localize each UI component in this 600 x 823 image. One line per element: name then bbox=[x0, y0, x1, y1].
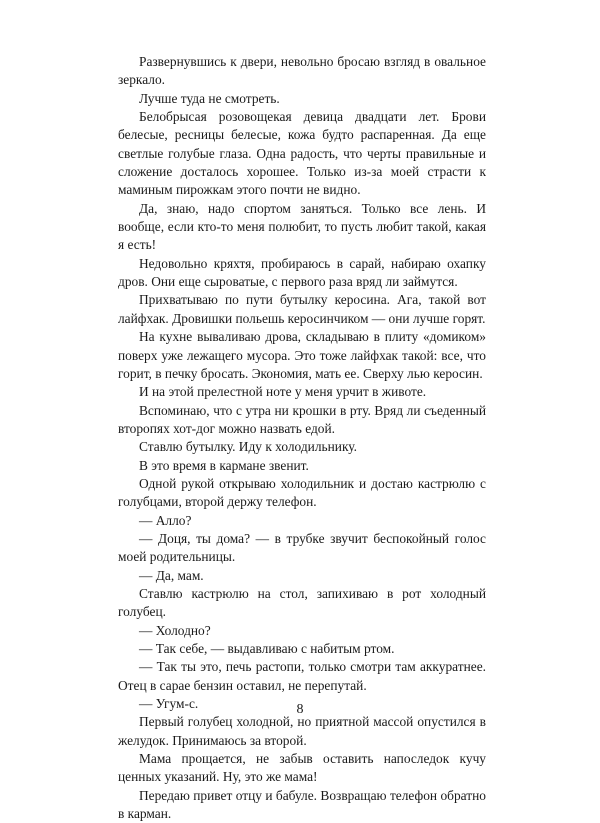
paragraph: Одной рукой открываю холодильник и достаю кастрюлю с голубцами, второй держу телефон. bbox=[118, 475, 486, 510]
paragraph: Да, знаю, надо спортом заняться. Только все лень. И вообще, если кто-то меня полюбит, то пусть любит такой, какая я есть! bbox=[118, 200, 486, 253]
dialogue-line: — Угум-с. bbox=[139, 696, 199, 712]
paragraph: На кухне вываливаю дрова, складываю в плиту «домиком» поверх уже лежащего мусора. Это тоже лайфхак такой: все, что горит, в печку бросать. Экономия, мать ее. Сверху лью керосин. bbox=[118, 329, 486, 381]
paragraph: Ставлю кастрюлю на стол, запихиваю в рот холодный голубец. bbox=[118, 585, 486, 620]
paragraph: Передаю привет отцу и бабуле. Возвращаю телефон обратно в карман. bbox=[118, 787, 486, 822]
dialogue-line: — Так ты это, печь растопи, только смотри там аккуратнее. Отец в сарае бензин оставил, не перепутай. bbox=[118, 659, 486, 693]
dialogue-line: — Так себе, — выдавливаю с набитым ртом. bbox=[139, 641, 395, 656]
paragraph: Вспоминаю, что с утра ни крошки в рту. Вряд ли съеденный второпях хот-дог можно назвать едой. bbox=[118, 402, 486, 436]
paragraph: Недовольно кряхтя, пробираюсь в сарай, набираю охапку дров. Они еще сыроватые, с первого раза вряд ли займутся. bbox=[118, 255, 486, 290]
paragraph: Развернувшись к двери, невольно бросаю взгляд в овальное зеркало. bbox=[118, 54, 486, 88]
dialogue-line: — Доця, ты дома? — в трубке звучит беспокойный голос моей родительницы. bbox=[118, 530, 486, 565]
paragraph: Белобрысая розовощекая девица двадцати лет. Брови белесые, ресницы белесые, кожа будто распаренная. Да еще светлые голубые глаза. Одна радость, что черты правильные и сложение досталось хорошее. Только из-за моей страсти к маминым пирожкам этого почти не видно. bbox=[118, 109, 486, 198]
paragraph: И на этой прелестной ноте у меня урчит в животе. bbox=[139, 384, 427, 400]
dialogue-line: — Алло? bbox=[139, 512, 192, 528]
page-number: 8 bbox=[296, 702, 304, 717]
paragraph: Лучше туда не смотреть. bbox=[139, 90, 280, 106]
paragraph: Первый голубец холодной, но приятной массой опустился в желудок. Принимаюсь за второй. bbox=[118, 714, 486, 748]
paragraph: Мама прощается, не забыв оставить напоследок кучу ценных указаний. Ну, это же мама! bbox=[118, 751, 486, 785]
dialogue-line: — Холодно? bbox=[139, 622, 211, 638]
dialogue-line: — Да, мам. bbox=[139, 567, 204, 583]
paragraph: Ставлю бутылку. Иду к холодильнику. bbox=[139, 439, 357, 455]
paragraph: Прихватываю по пути бутылку керосина. Ага, такой вот лайфхак. Дровишки польешь керосинчиком — они лучше горят. bbox=[118, 292, 486, 326]
paragraph: В это время в кармане звенит. bbox=[139, 457, 309, 473]
